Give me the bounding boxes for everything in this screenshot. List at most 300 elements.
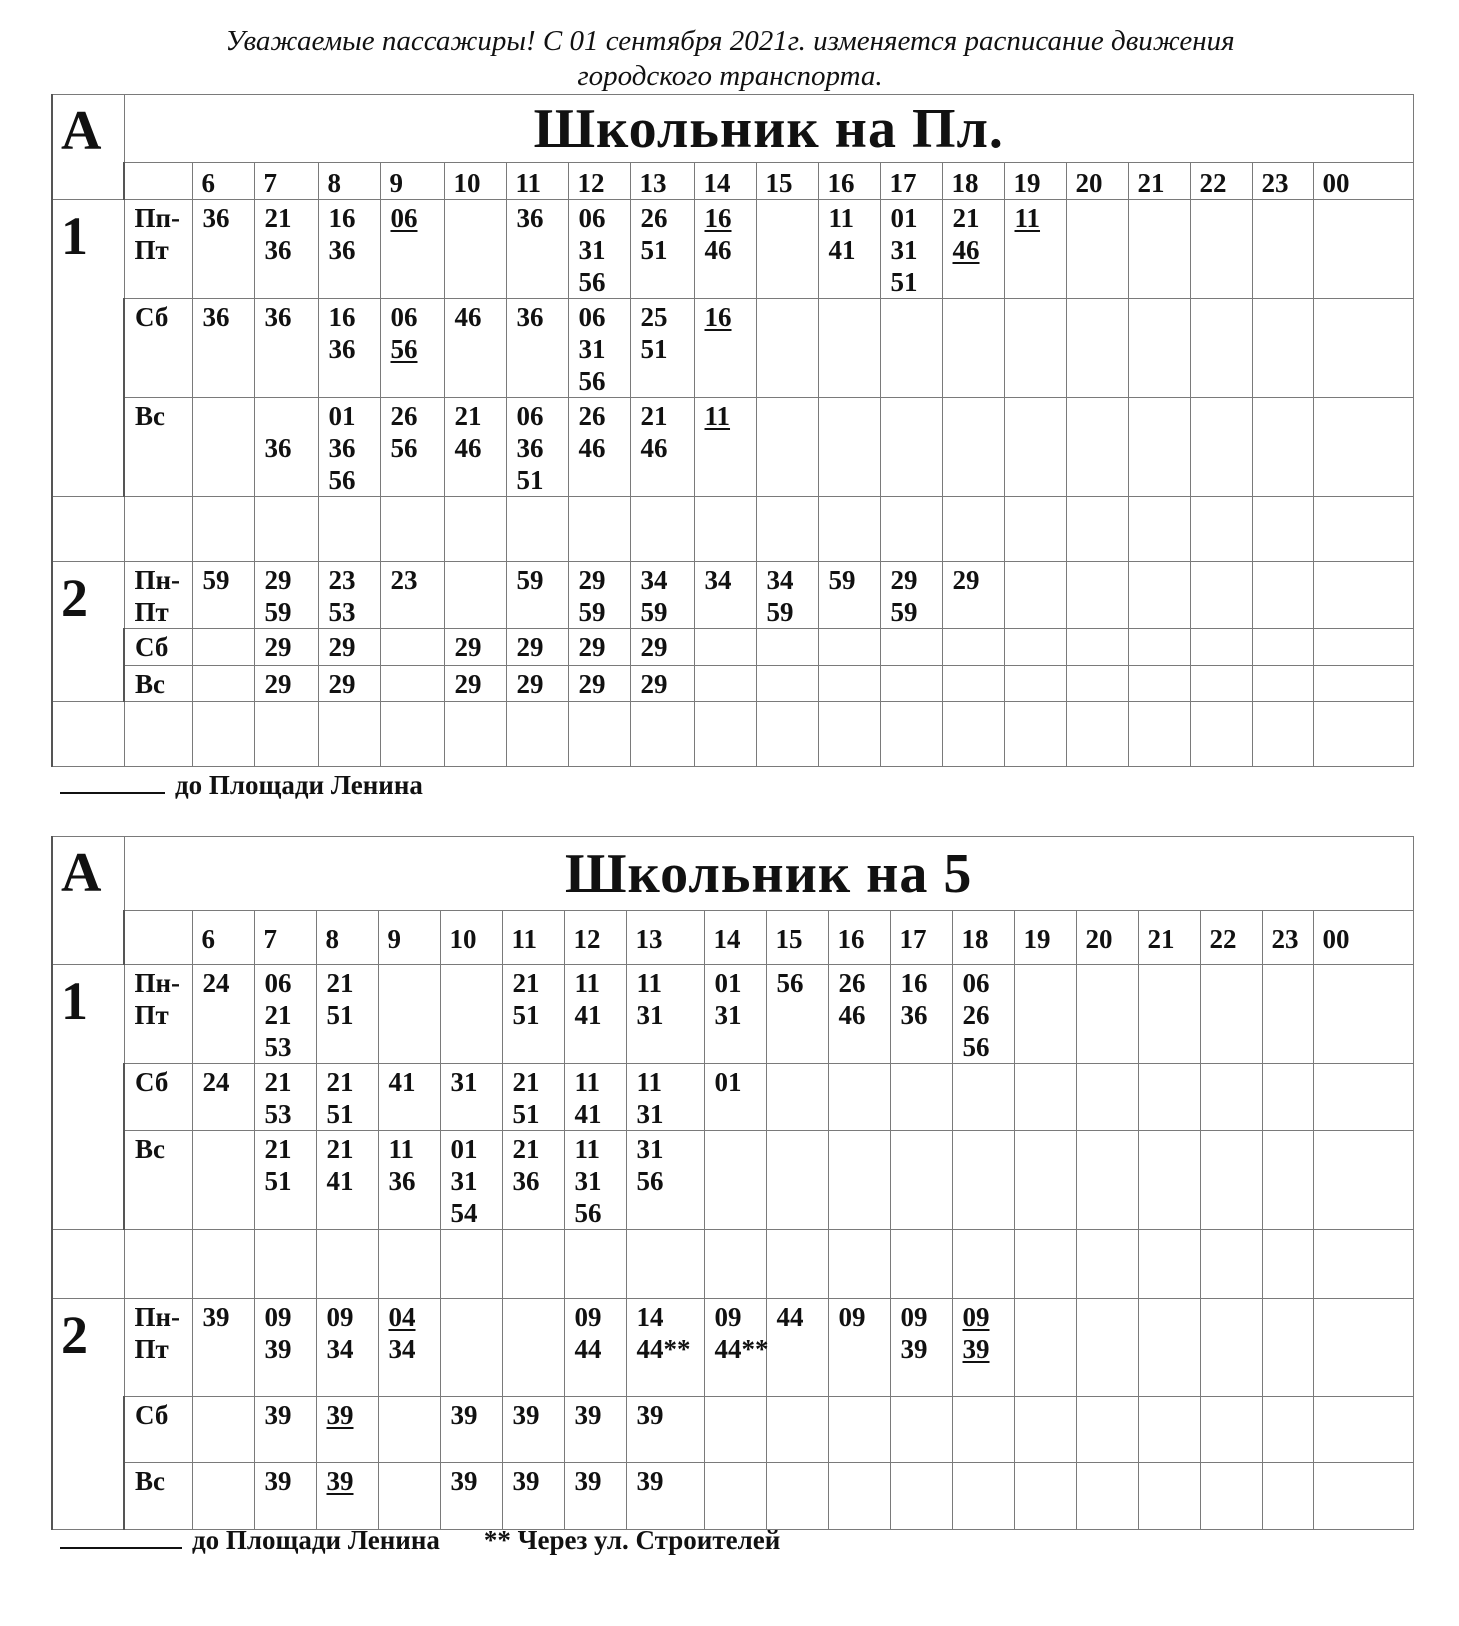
time-cell [694, 562, 756, 629]
time-cell [192, 1463, 254, 1530]
time-cell [1190, 398, 1252, 497]
time-cell [316, 1463, 378, 1530]
departure-time: 29 [578, 669, 606, 699]
departure-time: 06 [390, 302, 418, 332]
time-cell [1138, 1131, 1200, 1230]
time-cell [1252, 666, 1313, 702]
hour-header: 10 [440, 911, 502, 965]
time-cell [318, 629, 380, 666]
time-cell [1138, 965, 1200, 1064]
empty-cell [704, 1230, 766, 1299]
time-cell [564, 1064, 626, 1131]
time-cell [880, 299, 942, 398]
time-cell [254, 1299, 316, 1397]
time-cell [316, 965, 378, 1064]
empty-cell [1313, 702, 1414, 767]
time-cell [440, 965, 502, 1064]
time-cell [1200, 1131, 1262, 1230]
time-cell [1076, 965, 1138, 1064]
time-cell [254, 666, 318, 702]
time-cell [506, 629, 568, 666]
departure-time: 16 [900, 968, 928, 998]
departure-time: 34 [388, 1334, 416, 1364]
time-cell [1200, 1299, 1262, 1397]
departure-time: 06 [962, 968, 990, 998]
time-cell [694, 299, 756, 398]
day-label: Вс [124, 1463, 192, 1530]
departure-time: 36 [388, 1166, 416, 1196]
departure-time: 09 [264, 1302, 292, 1332]
departure-time: 31 [450, 1166, 478, 1196]
table-corner-label: А [52, 95, 124, 200]
departure-time: 39 [574, 1466, 602, 1496]
time-cell [890, 965, 952, 1064]
time-cell [440, 1131, 502, 1230]
departure-time: 31 [714, 1000, 742, 1030]
departure-time: 46 [454, 302, 482, 332]
time-cell [506, 666, 568, 702]
route-number: 1 [52, 965, 124, 1230]
departure-time: 53 [264, 1099, 292, 1129]
footer-destination: до Площади Ленина [175, 770, 423, 800]
departure-time: 29 [328, 669, 356, 699]
empty-cell [444, 702, 506, 767]
empty-cell [192, 497, 254, 562]
time-cell [1262, 1397, 1313, 1463]
empty-cell [380, 702, 444, 767]
time-cell [1262, 1131, 1313, 1230]
time-cell [952, 965, 1014, 1064]
departure-time: 53 [328, 597, 356, 627]
schedule-table-ploshchad [51, 94, 1414, 767]
time-cell [254, 1397, 316, 1463]
day-label: Вс [124, 1131, 192, 1230]
hour-header-day-blank [124, 911, 192, 965]
time-cell [440, 1397, 502, 1463]
time-cell [626, 1131, 704, 1230]
empty-cell [192, 1230, 254, 1299]
time-cell [1313, 1397, 1414, 1463]
blank-line [60, 1523, 182, 1549]
time-cell [1252, 629, 1313, 666]
time-cell [880, 666, 942, 702]
time-cell [440, 1064, 502, 1131]
table-title: Школьник на Пл. [124, 95, 1414, 163]
day-label: Вс [124, 398, 192, 497]
departure-time: 09 [838, 1302, 866, 1332]
departure-time: 29 [454, 669, 482, 699]
departure-time-underlined: 06 [390, 203, 418, 233]
time-cell [766, 1299, 828, 1397]
empty-cell [942, 702, 1004, 767]
hour-header: 10 [444, 163, 506, 200]
day-label: Вс [124, 666, 192, 702]
time-cell [378, 1064, 440, 1131]
time-cell [1200, 1463, 1262, 1530]
time-cell [1313, 1064, 1414, 1131]
time-cell [316, 1131, 378, 1230]
time-cell [818, 200, 880, 299]
time-cell [1262, 965, 1313, 1064]
time-cell [378, 1397, 440, 1463]
time-cell [952, 1299, 1014, 1397]
hour-header: 11 [506, 163, 568, 200]
time-cell [1014, 1131, 1076, 1230]
departure-time: 36 [264, 302, 292, 332]
time-cell [694, 398, 756, 497]
time-cell [704, 965, 766, 1064]
time-cell [704, 1463, 766, 1530]
departure-time: 44 [776, 1302, 804, 1332]
notice [80, 24, 1380, 94]
empty-cell [880, 702, 942, 767]
empty-cell [828, 1230, 890, 1299]
empty-cell [1066, 497, 1128, 562]
time-cell [626, 1299, 704, 1397]
empty-cell [1004, 702, 1066, 767]
hour-header: 22 [1200, 911, 1262, 965]
time-cell [192, 965, 254, 1064]
departure-time: 56 [776, 968, 804, 998]
notice-line-1: Уважаемые пассажиры! С 01 сентября 2021г. изменяется расписание движения [225, 25, 1235, 57]
departure-time: 29 [454, 632, 482, 662]
departure-time: 29 [890, 565, 918, 595]
departure-time: 21 [264, 1000, 292, 1030]
time-cell [1190, 299, 1252, 398]
time-cell [254, 200, 318, 299]
hour-header: 6 [192, 911, 254, 965]
departure-time: 29 [578, 565, 606, 595]
time-cell [1190, 562, 1252, 629]
departure-time: 21 [264, 203, 292, 233]
departure-time: 31 [450, 1067, 478, 1097]
time-cell [192, 562, 254, 629]
departure-time: 36 [264, 433, 292, 463]
time-cell [1313, 1463, 1414, 1530]
time-cell [890, 1131, 952, 1230]
time-cell [1076, 1064, 1138, 1131]
departure-time: 34 [326, 1334, 354, 1364]
hour-header: 19 [1014, 911, 1076, 965]
departure-time: 36 [328, 433, 356, 463]
empty-cell [444, 497, 506, 562]
empty-cell [952, 1230, 1014, 1299]
hour-header: 16 [828, 911, 890, 965]
hour-header: 23 [1262, 911, 1313, 965]
time-cell [318, 299, 380, 398]
departure-time: 29 [640, 632, 668, 662]
departure-time: 29 [952, 565, 980, 595]
time-cell [828, 1397, 890, 1463]
time-cell [316, 1397, 378, 1463]
departure-time: 54 [450, 1198, 478, 1228]
time-cell [192, 666, 254, 702]
time-cell [1066, 629, 1128, 666]
time-cell [828, 1131, 890, 1230]
departure-time: 24 [202, 1067, 230, 1097]
time-cell [380, 629, 444, 666]
departure-time: 21 [264, 1134, 292, 1164]
empty-cell [1076, 1230, 1138, 1299]
day-label: Пн- Пт [124, 562, 192, 629]
time-cell [694, 666, 756, 702]
time-cell [704, 1299, 769, 1397]
time-cell [1004, 398, 1066, 497]
departure-time: 46 [578, 433, 606, 463]
time-cell [630, 666, 694, 702]
route-number: 2 [52, 562, 124, 702]
departure-time: 09 [714, 1302, 742, 1332]
time-cell [378, 1463, 440, 1530]
time-cell [1014, 1463, 1076, 1530]
empty-cell [694, 497, 756, 562]
empty-cell [1313, 1230, 1414, 1299]
time-cell [192, 1131, 254, 1230]
hour-header: 18 [942, 163, 1004, 200]
day-label: Сб [124, 1397, 192, 1463]
time-cell [1014, 1397, 1076, 1463]
departure-time: 21 [264, 1067, 292, 1097]
empty-cell [630, 702, 694, 767]
time-cell [192, 1064, 254, 1131]
empty-cell [52, 702, 124, 767]
time-cell [766, 1064, 828, 1131]
empty-cell [124, 497, 192, 562]
time-cell [192, 1299, 254, 1397]
departure-time: 01 [328, 401, 356, 431]
departure-time: 36 [900, 1000, 928, 1030]
departure-time: 29 [640, 669, 668, 699]
empty-cell [564, 1230, 626, 1299]
departure-time: 39 [512, 1466, 540, 1496]
departure-time: 41 [326, 1166, 354, 1196]
blank-line [60, 768, 165, 794]
time-cell [890, 1299, 952, 1397]
departure-time: 41 [574, 1000, 602, 1030]
time-cell [1128, 666, 1190, 702]
departure-time: 36 [516, 302, 544, 332]
departure-time: 39 [900, 1334, 928, 1364]
departure-time-underlined: 16 [704, 203, 732, 233]
time-cell [1252, 398, 1313, 497]
hour-header: 21 [1138, 911, 1200, 965]
departure-time: 46 [838, 1000, 866, 1030]
day-label: Сб [124, 299, 192, 398]
empty-cell [506, 497, 568, 562]
departure-time: 51 [326, 1000, 354, 1030]
hour-header-day-blank [124, 163, 192, 200]
time-cell [952, 1463, 1014, 1530]
time-cell [952, 1131, 1014, 1230]
time-cell [1004, 666, 1066, 702]
hour-header: 21 [1128, 163, 1190, 200]
time-cell [818, 629, 880, 666]
time-cell [1004, 299, 1066, 398]
time-cell [630, 398, 694, 497]
time-cell [1252, 200, 1313, 299]
time-cell [952, 1397, 1014, 1463]
departure-time: 21 [952, 203, 980, 233]
time-cell [1262, 1299, 1313, 1397]
time-cell [1313, 299, 1414, 398]
departure-time: 26 [578, 401, 606, 431]
empty-cell [254, 1230, 316, 1299]
time-cell [502, 1463, 564, 1530]
departure-time: 51 [890, 267, 918, 297]
hour-header: 7 [254, 911, 316, 965]
departure-time: 39 [636, 1466, 664, 1496]
departure-time: 51 [640, 334, 668, 364]
hour-header: 14 [694, 163, 756, 200]
time-cell [440, 1463, 502, 1530]
day-label: Пн- Пт [124, 965, 192, 1064]
time-cell [1313, 666, 1414, 702]
day-label: Сб [124, 1064, 192, 1131]
time-cell [380, 398, 444, 497]
time-cell [254, 562, 318, 629]
time-cell [1313, 200, 1414, 299]
departure-time: 06 [264, 968, 292, 998]
departure-time: 46 [454, 433, 482, 463]
departure-time: 56 [962, 1032, 990, 1062]
empty-cell [316, 1230, 378, 1299]
empty-cell [818, 702, 880, 767]
time-cell [568, 562, 630, 629]
route-number: 1 [52, 200, 124, 497]
time-cell [564, 1463, 626, 1530]
hour-header: 14 [704, 911, 766, 965]
time-cell [318, 200, 380, 299]
departure-time: 06 [578, 302, 606, 332]
departure-time: 59 [640, 597, 668, 627]
departure-time: 21 [640, 401, 668, 431]
departure-time: 36 [202, 203, 230, 233]
hour-header: 8 [318, 163, 380, 200]
hour-header: 8 [316, 911, 378, 965]
time-cell [1066, 299, 1128, 398]
departure-time: 51 [512, 1099, 540, 1129]
time-cell [828, 1064, 890, 1131]
departure-time: 44** [714, 1334, 769, 1364]
empty-cell [1313, 497, 1414, 562]
time-cell [626, 1397, 704, 1463]
empty-cell [1252, 702, 1313, 767]
departure-time: 21 [326, 1134, 354, 1164]
empty-cell [1262, 1230, 1313, 1299]
hour-header: 13 [630, 163, 694, 200]
time-cell [766, 1463, 828, 1530]
hour-header: 11 [502, 911, 564, 965]
time-cell [1128, 629, 1190, 666]
departure-time-underlined: 09 [962, 1302, 990, 1332]
time-cell [756, 299, 818, 398]
empty-cell [766, 1230, 828, 1299]
time-cell [1076, 1463, 1138, 1530]
time-cell [1262, 1064, 1313, 1131]
time-cell [880, 629, 942, 666]
departure-time: 01 [890, 203, 918, 233]
footer-note-1 [60, 768, 423, 801]
time-cell [1066, 200, 1128, 299]
time-cell [1128, 398, 1190, 497]
departure-time-underlined: 39 [962, 1334, 990, 1364]
empty-cell [756, 497, 818, 562]
time-cell [1004, 562, 1066, 629]
time-cell [1076, 1131, 1138, 1230]
departure-time: 36 [328, 334, 356, 364]
time-cell [626, 1463, 704, 1530]
day-label: Пп- Пт [124, 200, 192, 299]
time-cell [1066, 562, 1128, 629]
time-cell [564, 1397, 626, 1463]
time-cell [1262, 1463, 1313, 1530]
time-cell [1014, 1299, 1076, 1397]
time-cell [254, 1131, 316, 1230]
departure-time: 01 [450, 1134, 478, 1164]
hour-header: 13 [626, 911, 704, 965]
time-cell [756, 666, 818, 702]
empty-cell [1138, 1230, 1200, 1299]
departure-time: 11 [574, 1134, 601, 1164]
departure-time: 01 [714, 968, 742, 998]
departure-time: 59 [202, 565, 230, 595]
time-cell [1138, 1463, 1200, 1530]
time-cell [1313, 1299, 1414, 1397]
departure-time: 31 [890, 235, 918, 265]
time-cell [1252, 299, 1313, 398]
time-cell [380, 666, 444, 702]
time-cell [380, 299, 444, 398]
footnote: ** Через ул. Строителей [483, 1525, 781, 1555]
time-cell [880, 398, 942, 497]
departure-time: 11 [636, 1067, 663, 1097]
hour-header: 15 [766, 911, 828, 965]
time-cell [502, 1397, 564, 1463]
hour-header: 00 [1313, 163, 1414, 200]
departure-time: 09 [326, 1302, 354, 1332]
empty-cell [568, 702, 630, 767]
departure-time: 21 [512, 1134, 540, 1164]
empty-cell [1190, 702, 1252, 767]
departure-time: 31 [578, 334, 606, 364]
departure-time: 34 [704, 565, 732, 595]
departure-time: 36 [516, 433, 544, 463]
time-cell [1004, 200, 1066, 299]
departure-time: 34 [766, 565, 794, 595]
departure-time: 51 [516, 465, 544, 495]
empty-cell [630, 497, 694, 562]
time-cell [1313, 629, 1414, 666]
time-cell [756, 562, 818, 629]
hour-header: 20 [1076, 911, 1138, 965]
time-cell [506, 299, 568, 398]
departure-time: 31 [578, 235, 606, 265]
time-cell [630, 562, 694, 629]
departure-time-underlined: 39 [326, 1400, 354, 1430]
departure-time: 11 [574, 968, 601, 998]
time-cell [1313, 1131, 1414, 1230]
departure-time-underlined: 39 [326, 1466, 354, 1496]
departure-time: 26 [838, 968, 866, 998]
departure-time: 06 [578, 203, 606, 233]
time-cell [942, 200, 1004, 299]
empty-cell [254, 497, 318, 562]
time-cell [506, 562, 568, 629]
empty-cell [440, 1230, 502, 1299]
time-cell [254, 629, 318, 666]
time-cell [704, 1397, 766, 1463]
departure-time: 51 [512, 1000, 540, 1030]
